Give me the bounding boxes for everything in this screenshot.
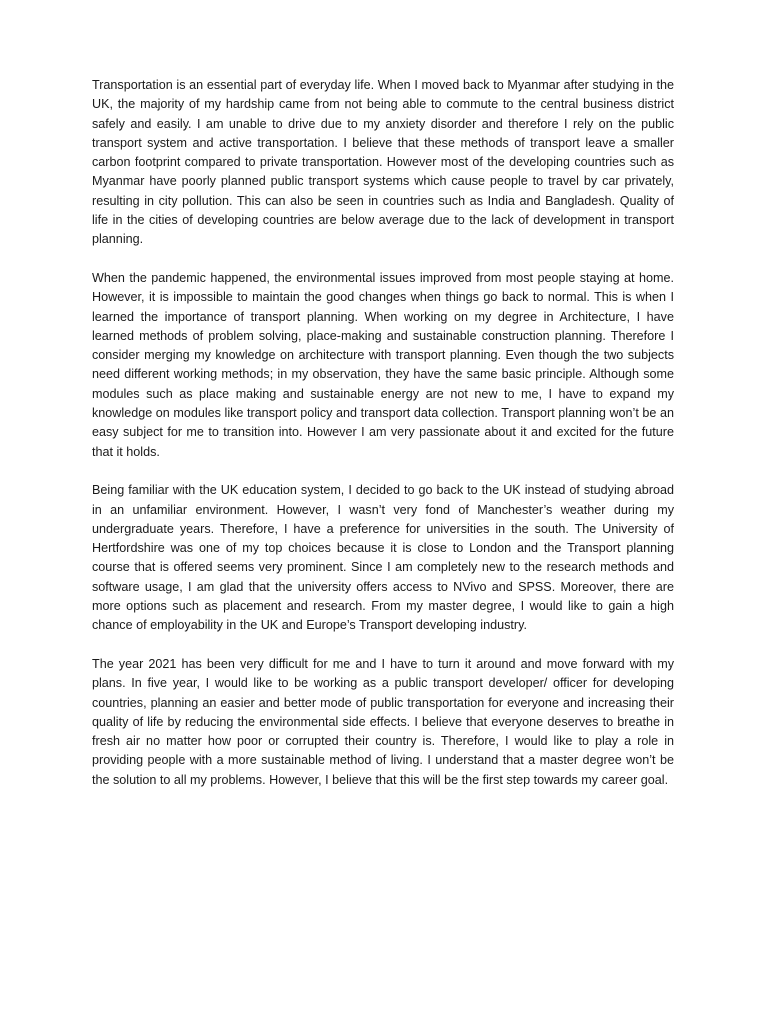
paragraph-4: The year 2021 has been very difficult for me and I have to turn it around and move forward with my plans. In five year, I would like to be working as a public transport developer/ officer for developing countries, planning an easier and better mode of public transportation for everyone and increasing their quality of life by reducing the environmental side effects. I believe that everyone deserves to breathe in fresh air no matter how poor or corrupted their country is. Therefore, I would like to play a role in providing people with a more sustainable method of living. I understand that a master degree won’t be the solution to all my problems. However, I believe that this will be the first step towards my career goal. — [92, 656, 674, 787]
paragraph-1: Transportation is an essential part of everyday life. When I moved back to Myanmar after studying in the UK, the majority of my hardship came from not being able to commute to the central business district safely and easily. I am unable to drive due to my anxiety disorder and therefore I rely on the public transport system and active transportation. I believe that these methods of transport leave a smaller carbon footprint compared to private transportation. However most of the developing countries such as Myanmar have poorly planned public transport systems which cause people to travel by car privately, resulting in city pollution. This can also be seen in countries such as India and Bangladesh. Quality of life in the cities of developing countries are below average due to the lack of development in transport planning. — [92, 78, 674, 247]
document-body — [92, 76, 674, 809]
paragraph-3: Being familiar with the UK education system, I decided to go back to the UK instead of studying abroad in an unfamiliar environment. However, I wasn’t very fond of Manchester’s weather during my undergraduate years. Therefore, I have a preference for universities in the south. The University of Hertfordshire was one of my top choices because it is close to London and the Transport planning course that is offered seems very prominent. Since I am completely new to the research methods and software usage, I am glad that the university offers access to NVivo and SPSS. Moreover, there are more options such as placement and research. From my master degree, I would like to gain a high chance of employability in the UK and Europe’s Transport developing industry. — [92, 483, 674, 633]
paragraph-2: When the pandemic happened, the environmental issues improved from most people staying at home. However, it is impossible to maintain the good changes when things go back to normal. This is when I learned the importance of transport planning. When working on my degree in Architecture, I have learned methods of problem solving, place-making and sustainable construction planning. Therefore I consider merging my knowledge on architecture with transport planning. Even though the two subjects need different working methods; in my observation, they have the same basic principle. Although some modules such as place making and sustainable energy are not new to me, I have to expand my knowledge on modules like transport policy and transport data collection. Transport planning won’t be an easy subject for me to transition into. However I am very passionate about it and excited for the future that it holds. — [92, 270, 674, 459]
